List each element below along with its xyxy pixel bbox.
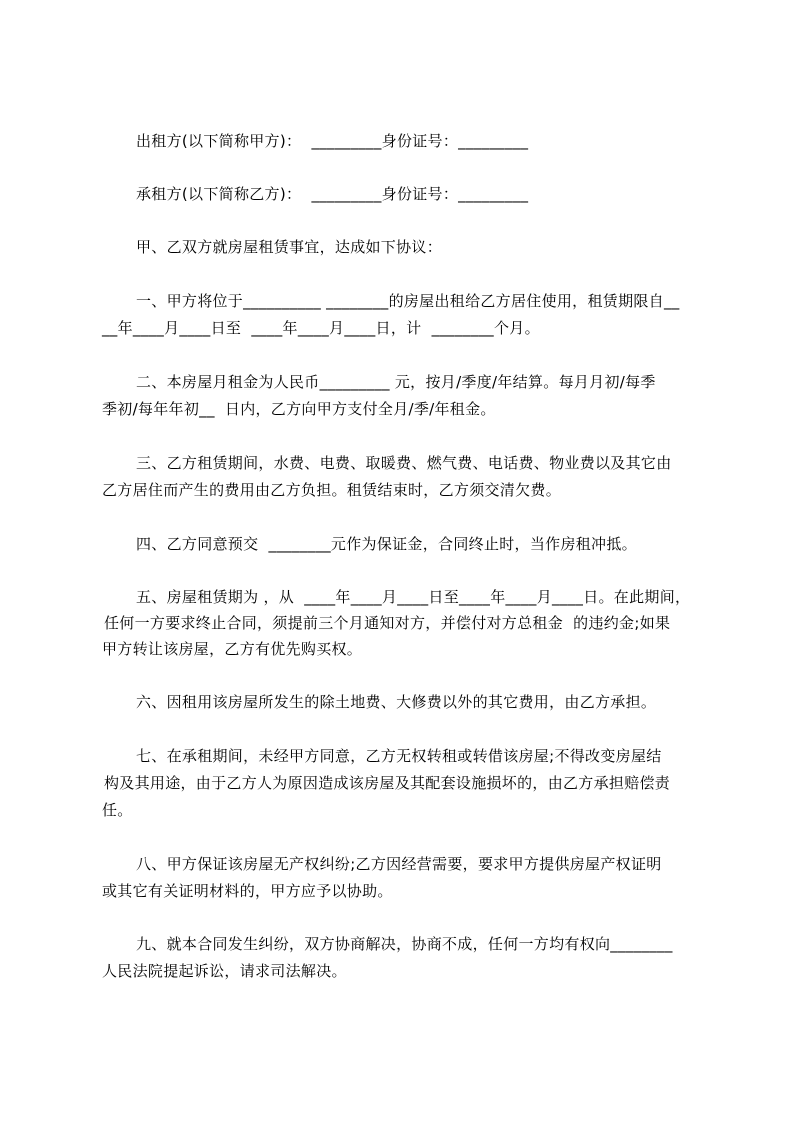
clause-2-line-1: 二、本房屋月租金为人民币_________ 元，按月/季度/年结算。每月月初/每季 [136, 373, 656, 391]
agreement-intro: 甲、乙双方就房屋租赁事宜，达成如下协议： [136, 238, 443, 256]
clause-7-line-1: 七、在承租期间，未经甲方同意，乙方无权转租或转借该房屋;不得改变房屋结 [136, 747, 662, 765]
clause-6-line-1: 六、因租用该房屋所发生的除土地费、大修费以外的其它费用，由乙方承担。 [136, 693, 657, 711]
clause-2-line-2: 季初/每年年初__ 日内，乙方向甲方支付全月/季/年租金。 [102, 400, 496, 418]
clause-5-line-3: 甲方转让该房屋，乙方有优先购买权。 [102, 640, 363, 658]
clause-3-line-1: 三、乙方租赁期间，水费、电费、取暖费、燃气费、电话费、物业费以及其它由 [136, 454, 672, 472]
clause-9-line-1: 九、就本合同发生纠纷，双方协商解决，协商不成，任何一方均有权向________ [136, 935, 673, 953]
clause-4-line-1: 四、乙方同意预交 ________元作为保证金，合同终止时，当作房租冲抵。 [136, 535, 637, 553]
clause-8-line-1: 八、甲方保证该房屋无产权纠纷;乙方因经营需要，要求甲方提供房屋产权证明 [136, 855, 662, 873]
lessee-line: 承租方(以下简称乙方)： _________身份证号：_________ [136, 185, 529, 203]
clause-8-line-2: 或其它有关证明材料的，甲方应予以协助。 [102, 882, 393, 900]
clause-1-line-1: 一、甲方将位于__________ ________的房屋出租给乙方居住使用，租赁期限自__ [136, 292, 680, 310]
clause-5-line-1: 五、房屋租赁期为 ，从 ____年____月____日至____年____月____日。在此期间， [136, 588, 691, 606]
clause-5-line-2: 任何一方要求终止合同，须提前三个月通知对方，并偿付对方总租金 的违约金;如果 [104, 614, 671, 632]
clause-9-line-2: 人民法院提起诉讼，请求司法解决。 [102, 962, 347, 980]
clause-3-line-2: 乙方居住而产生的费用由乙方负担。租赁结束时，乙方须交清欠费。 [102, 481, 562, 499]
clause-7-line-3: 任。 [102, 801, 133, 819]
clause-1-line-2: __年____月____日至 ____年____月____日，计 ________个月。 [102, 319, 540, 337]
lessor-line: 出租方(以下简称甲方)： _________身份证号：_________ [136, 132, 529, 150]
clause-7-line-2: 构及其用途，由于乙方人为原因造成该房屋及其配套设施损坏的，由乙方承担赔偿责 [104, 774, 671, 792]
